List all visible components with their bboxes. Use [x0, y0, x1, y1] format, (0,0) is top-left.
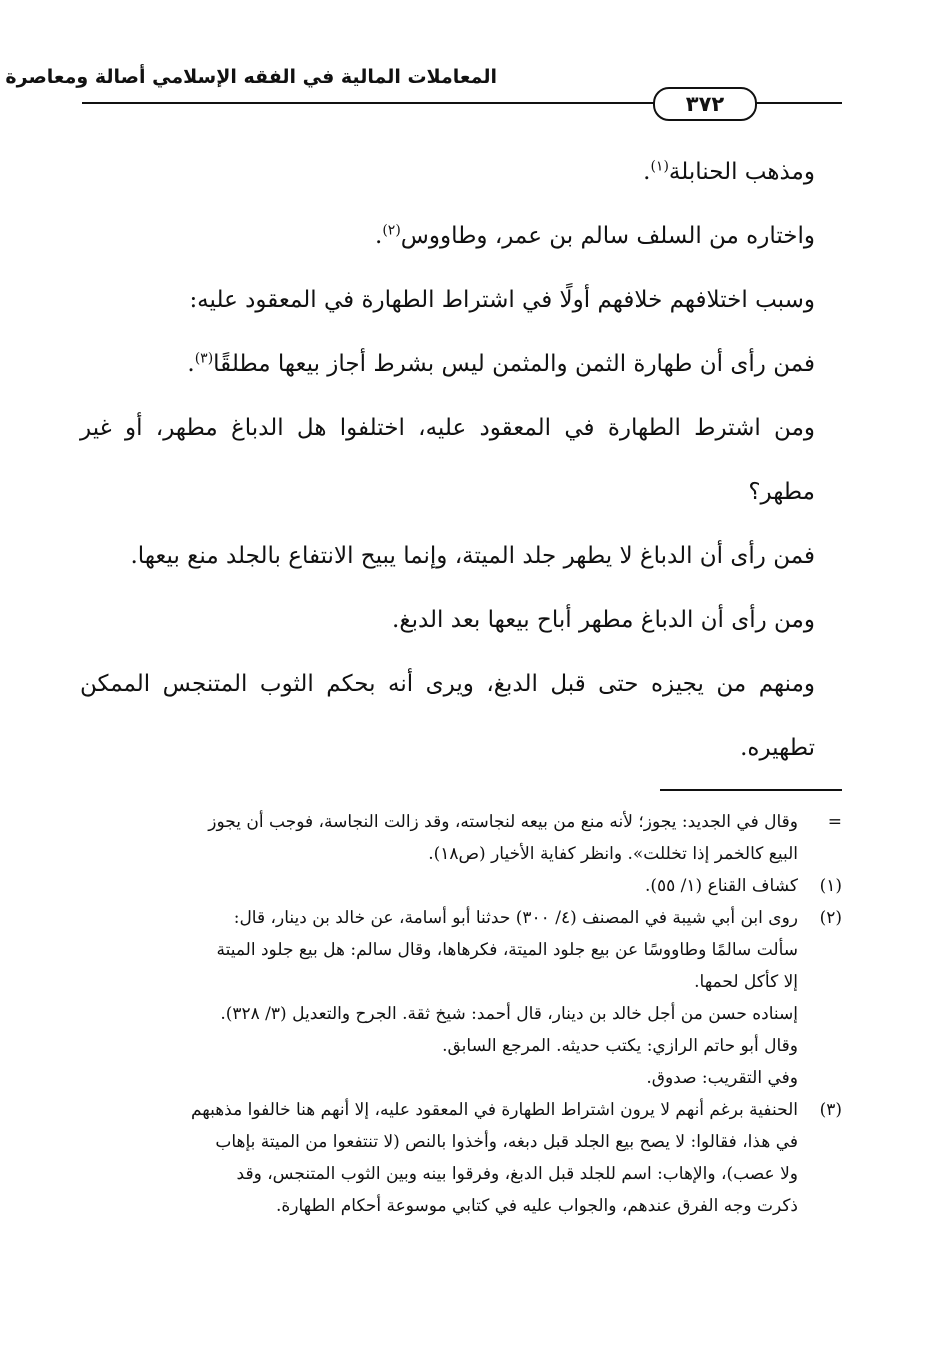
footnotes [72, 806, 842, 1222]
footnote-marker: (٣) [819, 1100, 842, 1120]
footnote-marker: (٢) [819, 908, 842, 928]
footnote-ref: (٣) [194, 350, 214, 367]
main-text [80, 140, 815, 780]
paragraph: فمن رأى أن الدباغ لا يطهر جلد الميتة، وإنما يبيح الانتفاع بالجلد منع بيعها. [130, 543, 815, 569]
paragraph: واختاره من السلف سالم بن عمر، وطاووس$^{(٢)}$. [375, 222, 815, 249]
paragraph: وسبب اختلافهم خلافهم أولًا في اشتراط الطهارة في المعقود عليه: [189, 287, 815, 313]
paragraph: فمن رأى أن طهارة الثمن والمثمن ليس بشرط أجاز بيعها مطلقًا$^{(٣)}$. [187, 350, 815, 377]
paragraph: ومنهم من يجيزه حتى قبل الدبغ، ويرى أنه بحكم الثوب المتنجس الممكن تطهيره. [80, 671, 815, 761]
footnote-continued: = وقال في الجديد: يجوز؛ لأنه منع من بيعه لنجاسته، وقد زالت النجاسة، فوجب أن يجوز البيع كالخمر إذا تخللت». وانظر كفاية الأخيار (ص١٨). [72, 806, 842, 870]
footnote-ref: (١) [650, 158, 669, 175]
footnote-ref: (٢) [382, 222, 401, 239]
footnote-1: (١) كشاف القناع (١/ ٥٥). [72, 870, 842, 902]
book-title: المعاملات المالية في الفقه الإسلامي أصالة ومعاصرة [5, 66, 497, 88]
running-header [5, 60, 842, 130]
footnote-separator [660, 789, 842, 791]
footnote-2-commentary: إسناده حسن من أجل خالد بن دينار، قال أحمد: شيخ ثقة. الجرح والتعديل (٣/ ٣٢٨). وقال أبو حاتم الرازي: يكتب حديثه. المرجع السابق. وفي التقريب: صدوق. [220, 1004, 798, 1088]
footnote-marker: (١) [819, 876, 842, 896]
paragraph: ومن رأى أن الدباغ مطهر أباح بيعها بعد الدبغ. [392, 607, 815, 633]
footnote-2: (٢) روى ابن أبي شيبة في المصنف (٤/ ٣٠٠) حدثنا أبو أسامة، عن خالد بن دينار، قال: سألت سالمًا وطاووسًا عن بيع جلود الميتة، فكرهاها، وقال سالم: هل بيع جلود الميتة إلا كأكل لحمها. [72, 902, 842, 998]
footnote-3: (٣) الحنفية برغم أنهم لا يرون اشتراط الطهارة في المعقود عليه، إلا أنهم هنا خالفوا مذهبهم في هذا، فقالوا: لا يصح بيع الجلد قبل دبغه، وأخذوا بالنص (لا تنتفعوا من الميتة بإهاب ولا عصب)، والإهاب: اسم للجلد قبل الدبغ، وفرقوا بينه وبين الثوب المتنجس، وقد ذكرت وجه الفرق عندهم، والجواب عليه في كتابي موسوعة أحكام الطهارة. [72, 1094, 842, 1222]
paragraph: ومذهب الحنابلة$^{(١)}$. [643, 158, 815, 185]
page-number-badge: ٣٧٢ [653, 87, 757, 121]
paragraph: ومن اشترط الطهارة في المعقود عليه، اختلفوا هل الدباغ مطهر، أو غير مطهر؟ [80, 415, 815, 505]
footnote-marker: = [827, 812, 842, 832]
